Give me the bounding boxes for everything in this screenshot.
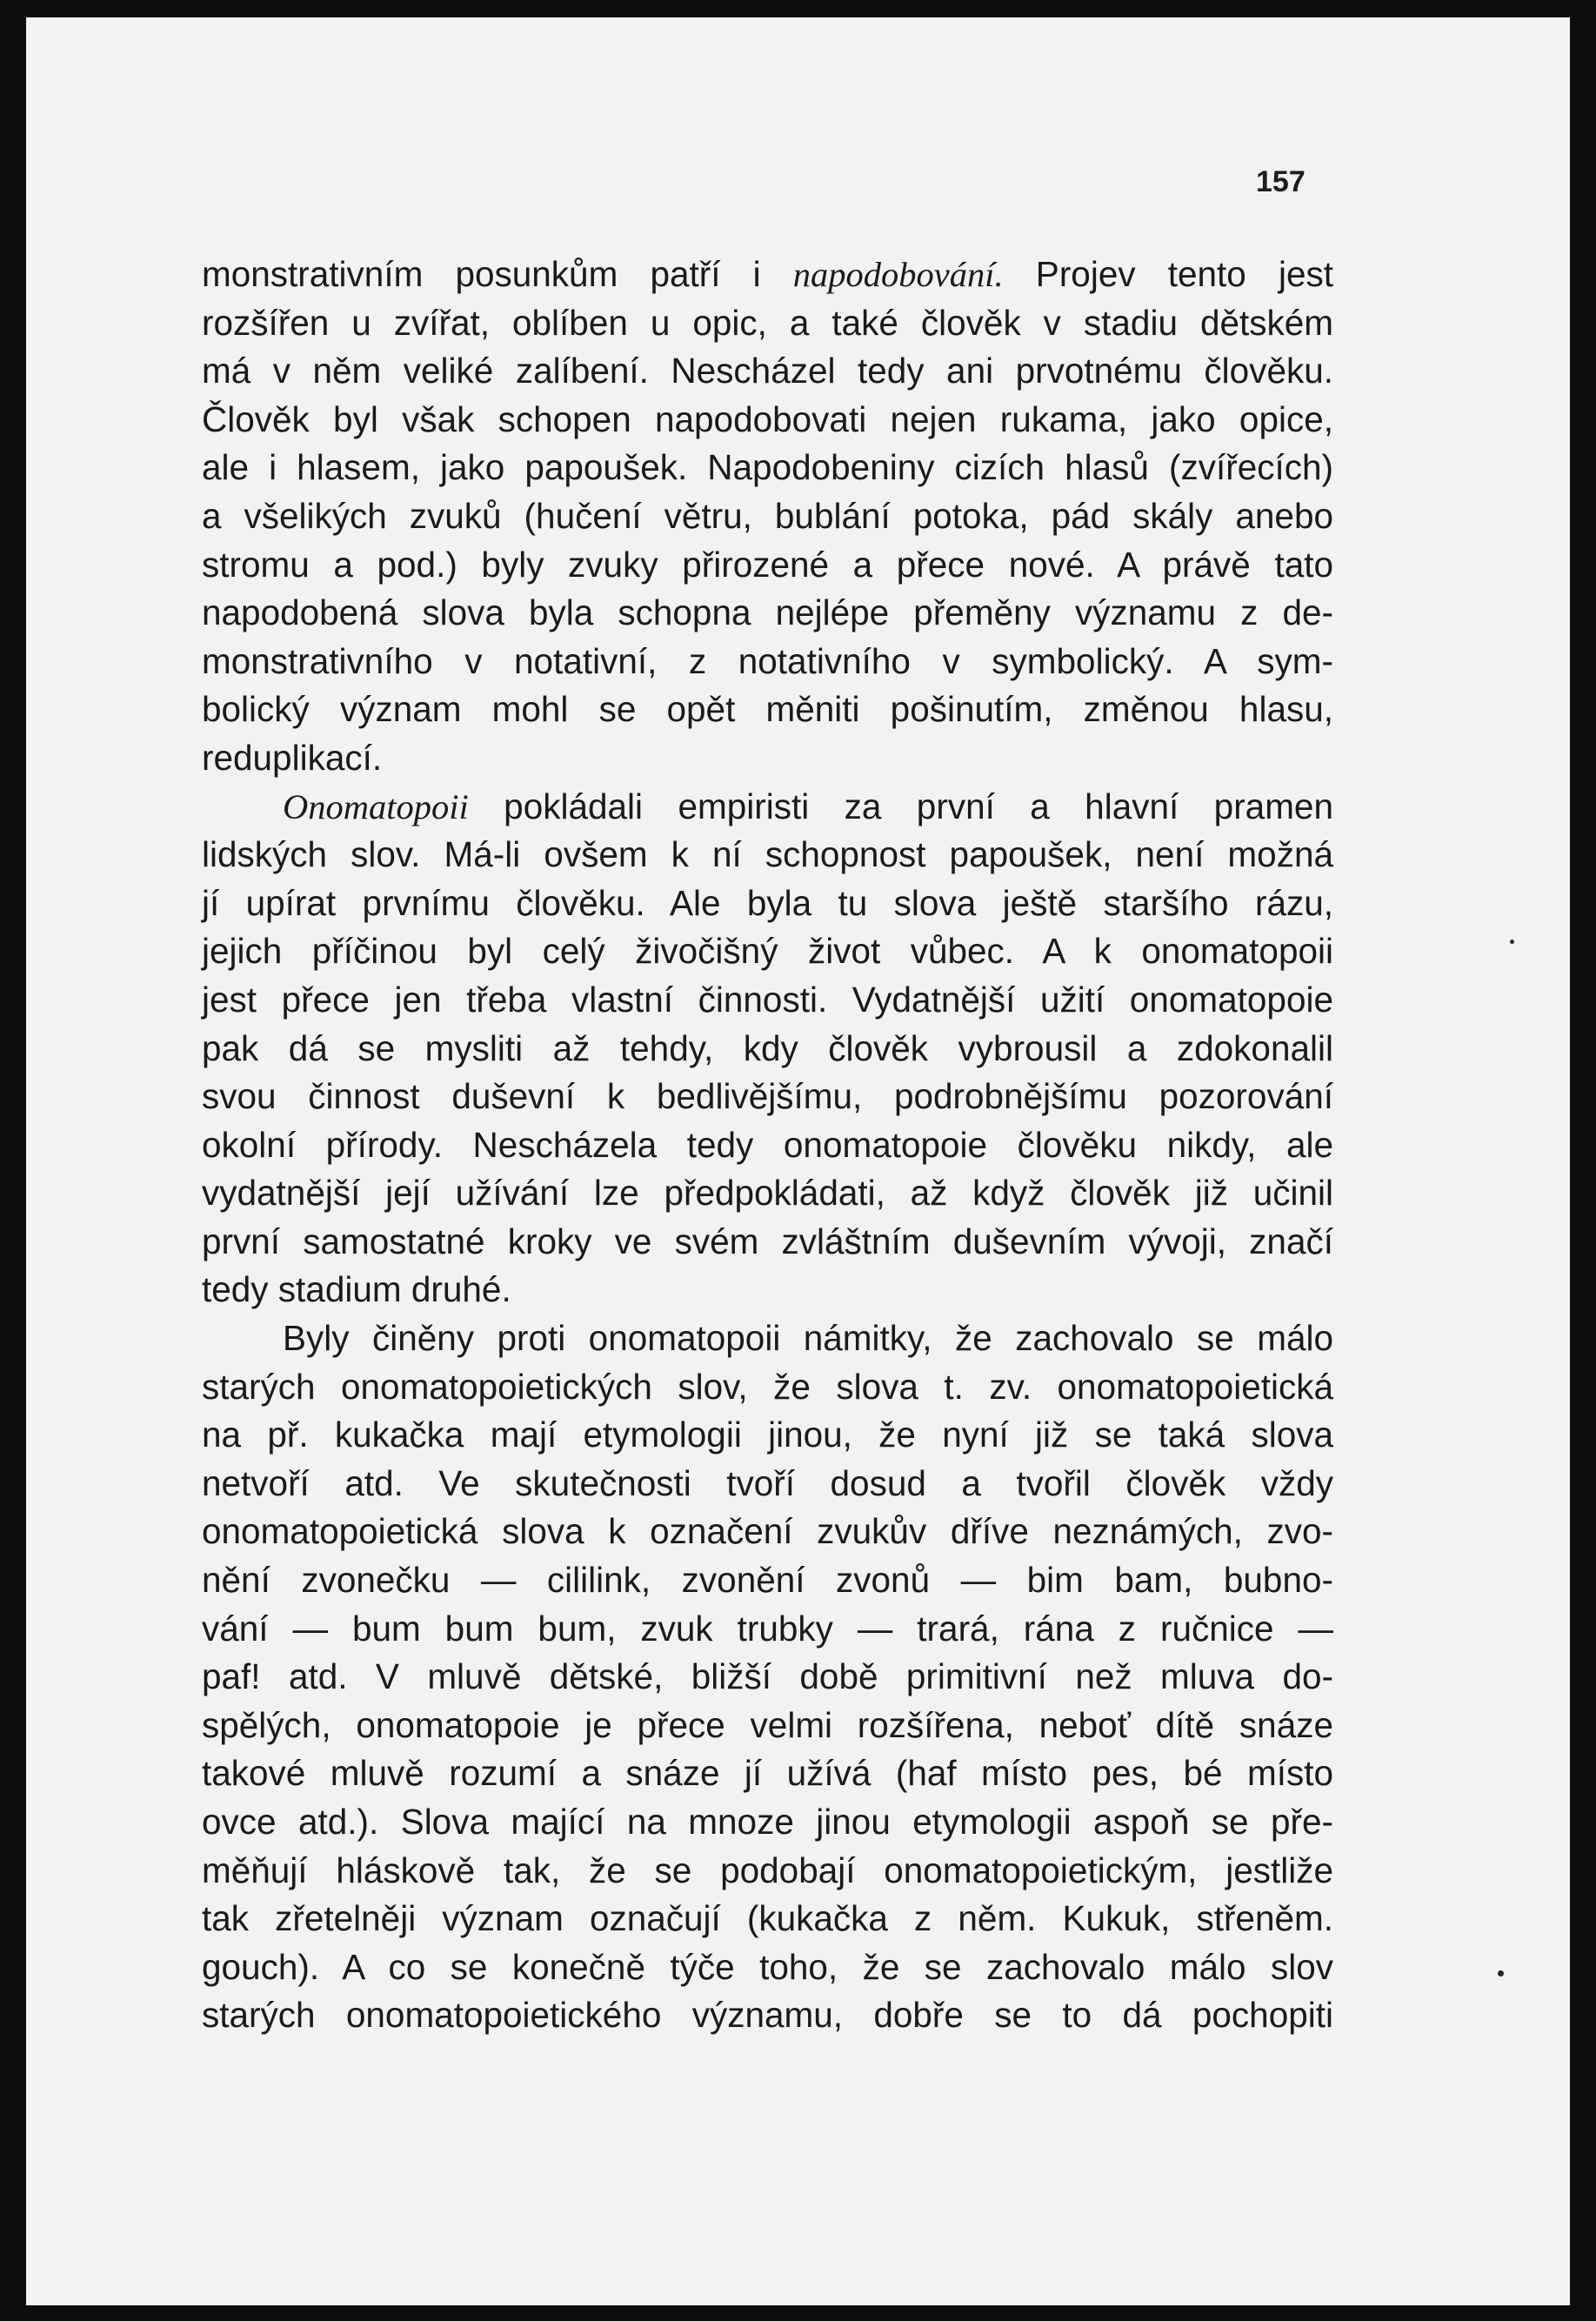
text-line: Člověk byl však schopen napodobovati nejen rukama, jako opice, (202, 398, 1333, 439)
text-line: okolní přírody. Nescházela tedy onomatopoie člověku nikdy, ale (202, 1124, 1333, 1165)
text-line: onomatopoietická slova k označení zvukův dříve neznámých, zvo- (202, 1511, 1333, 1552)
italic-term: napodobování. (792, 255, 1004, 294)
text-line: takové mluvě rozumí a snáze jí užívá (haf místo pes, bé místo (202, 1753, 1333, 1794)
text-line: vydatnější její užívání lze předpokládati, až když člověk již učinil (202, 1173, 1333, 1214)
text-line: pak dá se mysliti až tehdy, kdy člověk vybrousil a zdokonalil (202, 1027, 1333, 1068)
text-run: monstrativním posunkům patří i (202, 254, 793, 294)
text-line: netvoří atd. Ve skutečnosti tvoří dosud a tvořil člověk vždy (202, 1462, 1333, 1503)
text-line: jest přece jen třeba vlastní činnosti. Vydatnější užití onomatopoie (202, 979, 1333, 1020)
text-line: jí upírat prvnímu člověku. Ale byla tu slova ještě staršího rázu, (202, 882, 1333, 923)
text-line: napodobená slova byla schopna nejlépe přeměny významu z de- (202, 592, 1333, 633)
ink-speck (1510, 940, 1514, 944)
page-number: 157 (1256, 165, 1306, 198)
text-line: jejich příčinou byl celý živočišný život vůbec. A k onomatopoii (202, 931, 1333, 972)
text-line: monstrativního v notativní, z notativního v symbolický. A sym- (202, 640, 1333, 681)
text-run: pokládali empiristi za první a hlavní pramen (468, 786, 1333, 826)
text-line: starých onomatopoietických slov, že slova t. zv. onomatopoietická (202, 1366, 1333, 1407)
text-line: starých onomatopoietického významu, dobře se to dá pochopiti (202, 1995, 1333, 2036)
text-line: tak zřetelněji význam označují (kukačka z něm. Kukuk, střeněm. (202, 1898, 1333, 1939)
italic-term: Onomatopoii (283, 786, 469, 826)
text-run: Projev tento jest (1003, 254, 1333, 294)
text-line: lidských slov. Má-li ovšem k ní schopnost papoušek, není možná (202, 834, 1333, 875)
text-line: nění zvonečku — cililink, zvonění zvonů — bim bam, bubno- (202, 1560, 1333, 1601)
text-line: na př. kukačka mají etymologii jinou, že nyní již se taká slova (202, 1415, 1333, 1455)
text-line: gouch). A co se konečně týče toho, že se zachovalo málo slov (202, 1946, 1333, 1987)
text-line: spělých, onomatopoie je přece velmi rozšířena, neboť dítě snáze (202, 1704, 1333, 1745)
text-line: stromu a pod.) byly zvuky přirozené a přece nové. A právě tato (202, 544, 1333, 585)
body-text (202, 251, 1333, 2040)
text-line: Byly činěny proti onomatopoii námitky, že zachovalo se málo (283, 1318, 1333, 1359)
text-line (202, 783, 1333, 832)
text-line: měňují hláskově tak, že se podobají onomatopoietickým, jestliže (202, 1849, 1333, 1890)
text-line: ale i hlasem, jako papoušek. Napodobeniny cizích hlasů (zvířecích) (202, 447, 1333, 488)
text-line: a všelikých zvuků (hučení větru, bublání potoka, pád skály anebo (202, 495, 1333, 536)
text-line: bolický význam mohl se opět měniti pošinutím, změnou hlasu, (202, 689, 1333, 730)
text-line: první samostatné kroky ve svém zvláštním duševním vývoji, značí (202, 1221, 1333, 1261)
ink-speck (1498, 1970, 1504, 1977)
text-line: vání — bum bum bum, zvuk trubky — trará, rána z ručnice — (202, 1608, 1333, 1649)
text-line: ovce atd.). Slova mající na mnoze jinou etymologii aspoň se pře- (202, 1802, 1333, 1842)
text-line: rozšířen u zvířat, oblíben u opic, a také člověk v stadiu dětském (202, 302, 1333, 343)
text-line: má v něm veliké zalíbení. Nescházel tedy ani prvotnému člověku. (202, 351, 1333, 391)
text-line (202, 251, 1333, 299)
text-line: svou činnost duševní k bedlivějšímu, podrobnějšímu pozorování (202, 1076, 1333, 1117)
text-line: paf! atd. V mluvě dětské, bližší době primitivní než mluva do- (202, 1656, 1333, 1697)
text-line: tedy stadium druhé. (202, 1269, 511, 1310)
book-page (26, 17, 1570, 2305)
text-line: reduplikací. (202, 737, 383, 778)
